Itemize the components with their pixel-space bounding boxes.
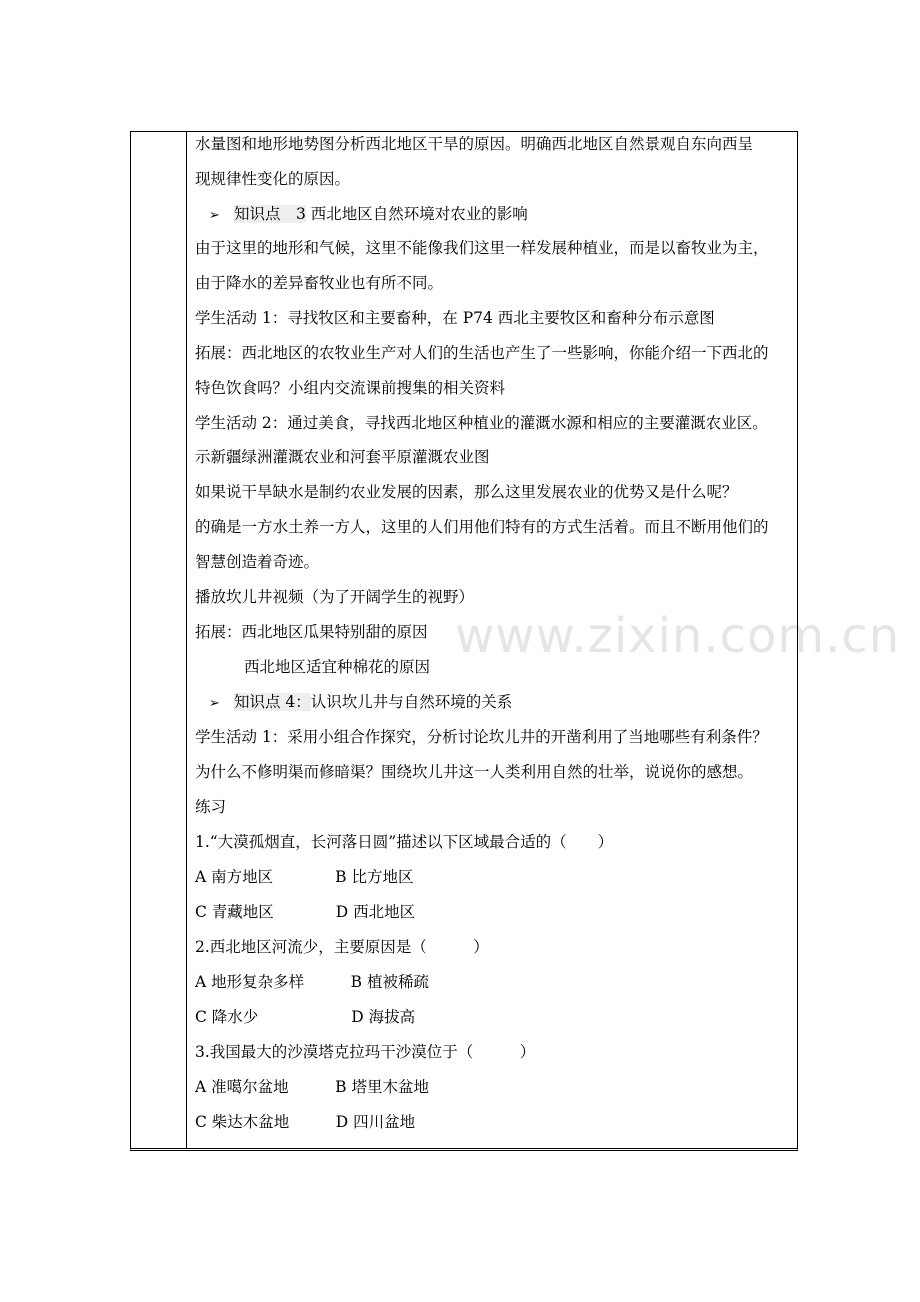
text-line: 由于这里的地形和气候，这里不能像我们这里一样发展种植业，而是以畜牧业为主， bbox=[195, 239, 769, 257]
text-line: 拓展：西北地区瓜果特别甜的原因 bbox=[195, 623, 428, 641]
question-options: A 准噶尔盆地 B 塔里木盆地 bbox=[195, 1078, 429, 1096]
question-3: 3.我国最大的沙漠塔克拉玛干沙漠位于（ ） bbox=[195, 1043, 536, 1061]
text-line: 水量图和地形地势图分析西北地区干旱的原因。明确西北地区自然景观自东向西呈 bbox=[195, 135, 754, 153]
text-line: 学生活动 1：寻找牧区和主要畜种，在 P74 西北主要牧区和畜种分布示意图 bbox=[195, 309, 715, 327]
question-options: A 地形复杂多样 B 植被稀疏 bbox=[195, 973, 429, 991]
text-line: 现规律性变化的原因。 bbox=[195, 170, 351, 188]
text-line: 智慧创造着奇迹。 bbox=[195, 553, 320, 571]
text-line: 的确是一方水土养一方人，这里的人们用他们特有的方式生活着。而且不断用他们的 bbox=[195, 518, 769, 536]
text-line: 播放坎儿井视频（为了开阔学生的视野） bbox=[195, 588, 475, 606]
question-options: C 青藏地区 D 西北地区 bbox=[195, 903, 416, 921]
text-line: 如果说干旱缺水是制约农业发展的因素，那么这里发展农业的优势又是什么呢？ bbox=[195, 483, 738, 501]
exercise-heading: 练习 bbox=[195, 798, 227, 816]
knowledge-point-text: 认识坎儿井与自然环境的关系 bbox=[310, 693, 513, 711]
knowledge-point-label: 知识点 3 bbox=[233, 205, 306, 223]
arrowhead-bullet-icon: ➢ bbox=[209, 208, 220, 223]
question-2: 2.西北地区河流少，主要原因是（ ） bbox=[195, 938, 489, 956]
question-options: C 降水少 D 海拔高 bbox=[195, 1008, 416, 1026]
text-line: 示新疆绿洲灌溉农业和河套平原灌溉农业图 bbox=[195, 448, 490, 466]
text-line: 拓展：西北地区的农牧业生产对人们的生活也产生了一些影响，你能介绍一下西北的 bbox=[195, 344, 769, 362]
question-options: C 柴达木盆地 D 四川盆地 bbox=[195, 1113, 416, 1131]
knowledge-point-4 bbox=[209, 692, 512, 714]
text-line: 为什么不修明渠而修暗渠？围绕坎儿井这一人类利用自然的壮举，说说你的感想。 bbox=[195, 763, 754, 781]
question-options: A 南方地区 B 比方地区 bbox=[195, 868, 414, 886]
question-1: 1.“大漠孤烟直，长河落日圆”描述以下区域最合适的（ ） bbox=[195, 833, 614, 851]
text-line: 西北地区适宜种棉花的原因 bbox=[244, 658, 431, 676]
left-column bbox=[131, 132, 187, 1148]
knowledge-point-label: 知识点 4： bbox=[233, 693, 311, 711]
text-line: 学生活动 2：通过美食，寻找西北地区种植业的灌溉水源和相应的主要灌溉农业区。 bbox=[195, 414, 768, 432]
arrowhead-bullet-icon: ➢ bbox=[209, 696, 220, 711]
watermark: www.zixin.com.cn bbox=[455, 608, 901, 664]
text-line: 学生活动 1：采用小组合作探究，分析讨论坎儿井的开凿利用了当地哪些有利条件？ bbox=[195, 728, 768, 746]
text-line: 特色饮食吗？小组内交流课前搜集的相关资料 bbox=[195, 379, 506, 397]
knowledge-point-text: 西北地区自然环境对农业的影响 bbox=[310, 205, 528, 223]
knowledge-point-3 bbox=[209, 204, 528, 226]
text-line: 由于降水的差异畜牧业也有所不同。 bbox=[195, 274, 444, 292]
